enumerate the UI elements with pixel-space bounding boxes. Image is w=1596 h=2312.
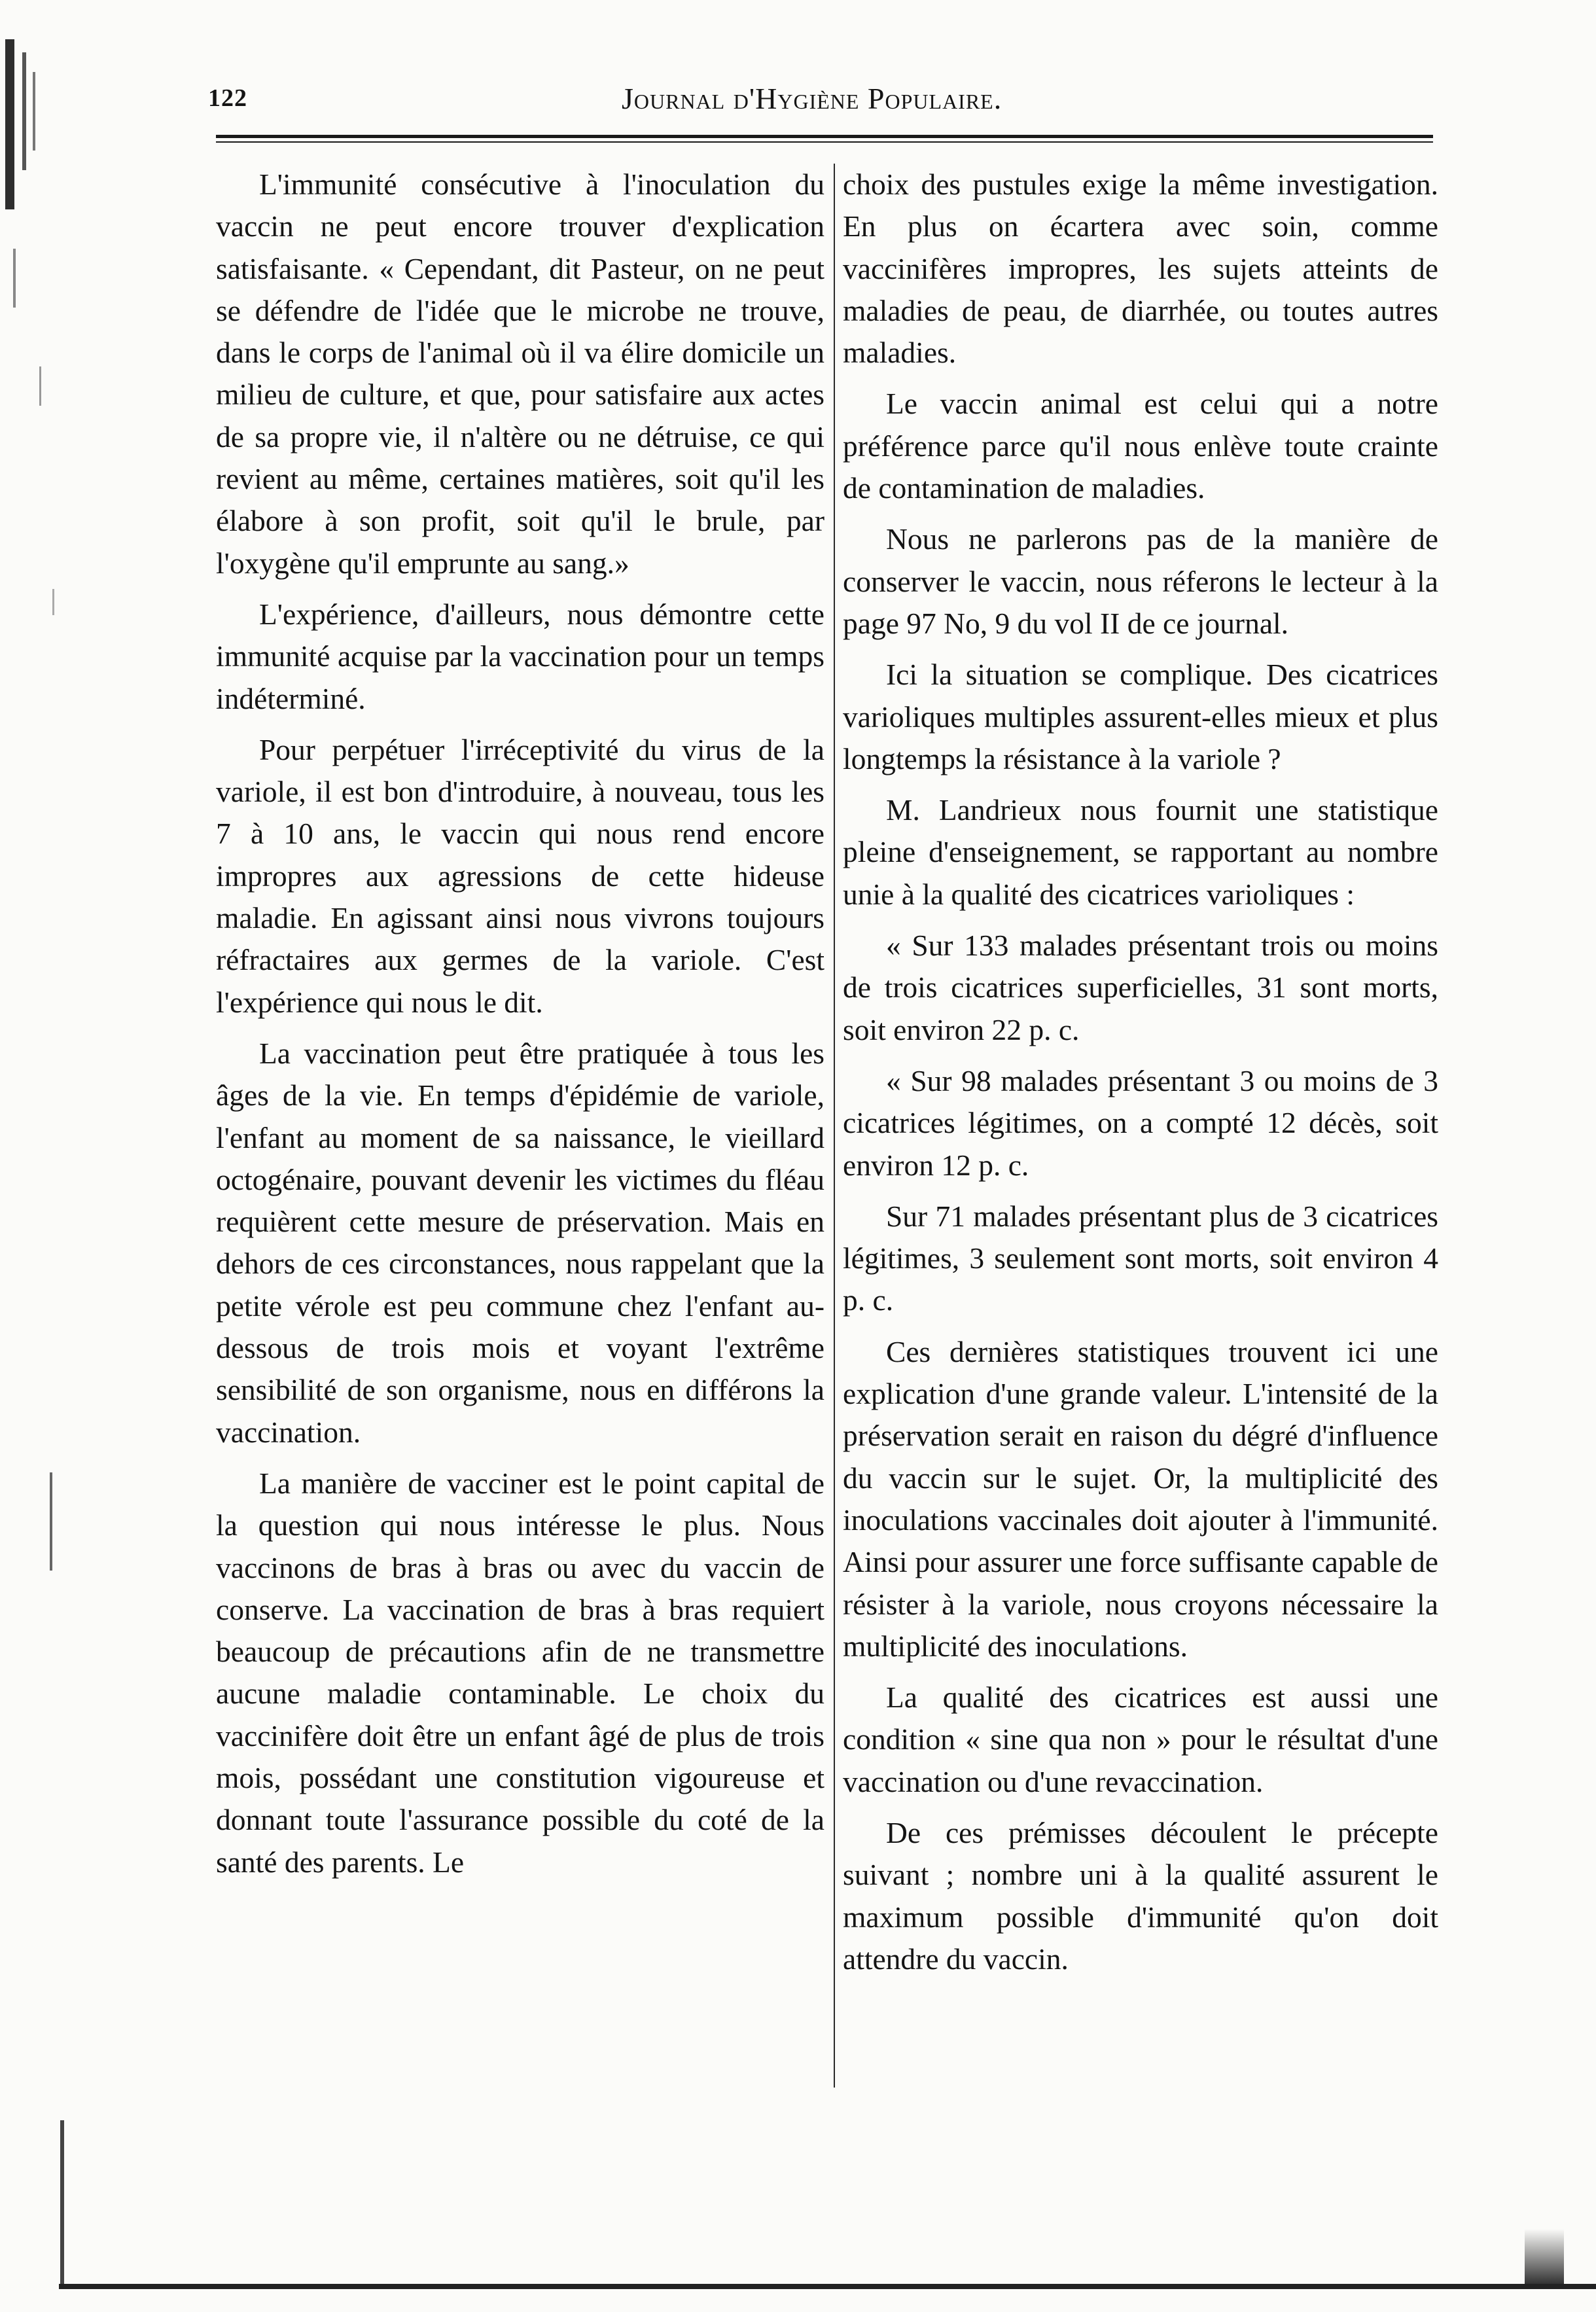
paragraph: La vaccination peut être pratiquée à tous les âges de la vie. En temps d'épidémie de variole, l'enfant au moment de sa naissance, le vieillard octogénaire, pouvant devenir les victimes du fléau requièrent cette mesure de préservation. Mais en dehors de ces circonstances, nous rappelant que la petite vérole est peu commune chez l'enfant au-dessous de trois mois et voyant l'extrême sensibilité de son organisme, nous en différons la vaccination. <box>216 1036 825 1449</box>
header-rule-thin <box>216 141 1433 143</box>
paragraph: L'expérience, d'ailleurs, nous démontre cette immunité acquise par la vaccination pour un temps indéterminé. <box>216 597 825 715</box>
paragraph: « Sur 98 malades présentant 3 ou moins de 3 cicatrices légitimes, on a compté 12 décès, soit environ 12 p. c. <box>843 1063 1438 1182</box>
paragraph: La manière de vacciner est le point capital de la question qui nous intéresse le plus. Nous vaccinons de bras à bras ou avec du vaccin de conserve. La vaccination de bras à bras requiert beaucoup de précautions afin de ne transmettre aucune maladie contaminable. Le choix du vaccinifère doit être un enfant âgé de plus de trois mois, possédant une constitution vigoureuse et donnant toute l'assurance possible du coté de la santé des parents. Le <box>216 1466 825 1879</box>
header-rule <box>216 135 1433 138</box>
paragraph: Le vaccin animal est celui qui a notre préférence parce qu'il nous enlève toute crainte de contamination de maladies. <box>843 387 1438 505</box>
paragraph: Pour perpétuer l'irréceptivité du virus de la variole, il est bon d'introduire, à nouveau, tous les 7 à 10 ans, le vaccin qui nous rend encore impropres aux agressions de cette hideuse maladie. En agissant ainsi nous vivrons toujours réfractaires aux germes de la variole. C'est l'expérience qui nous le dit. <box>216 732 825 1019</box>
left-column <box>216 164 825 1893</box>
paragraph: Sur 71 malades présentant plus de 3 cicatrices légitimes, 3 seulement sont morts, soit environ 4 p. c. <box>843 1199 1438 1317</box>
paragraph: L'immunité consécutive à l'inoculation du vaccin ne peut encore trouver d'explication satisfaisante. « Cependant, dit Pasteur, on ne peut se défendre de l'idée que le microbe ne trouve, dans le corps de l'animal où il va élire domicile un milieu de culture, et que, pour satisfaire aux actes de sa propre vie, il n'altère ou ne détruise, ce qui revient au même, certaines matières, soit qu'il les élabore à son profit, soit qu'il le brule, par l'oxygène qu'il emprunte au sang.» <box>216 168 825 580</box>
paragraph: M. Landrieux nous fournit une statistique pleine d'enseignement, se rapportant au nombre unie à la qualité des cicatrices varioliques : <box>843 793 1438 911</box>
paragraph: Ici la situation se complique. Des cicatrices varioliques multiples assurent-elles mieux et plus longtemps la résistance à la variole ? <box>843 658 1438 775</box>
paragraph: De ces prémisses découlent le précepte suivant ; nombre uni à la qualité assurent le maximum possible d'immunité qu'on doit attendre du vaccin. <box>843 1815 1438 1976</box>
paragraph: La qualité des cicatrices est aussi une condition « sine qua non » pour le résultat d'une vaccination ou d'une revaccination. <box>843 1681 1438 1798</box>
column-divider <box>834 164 835 2088</box>
paragraph-continued: choix des pustules exige la même investigation. En plus on écartera avec soin, comme vaccinifères impropres, les sujets atteints de maladies de peau, de diarrhée, ou toutes autres maladies. <box>843 168 1438 370</box>
scan-corner-shadow <box>1525 2192 1564 2284</box>
paragraph: « Sur 133 malades présentant trois ou moins de trois cicatrices superficielles, 31 sont morts, soit environ 22 p. c. <box>843 929 1438 1046</box>
right-column <box>843 164 1438 1989</box>
paragraph: Nous ne parlerons pas de la manière de conserver le vaccin, nous réferons le lecteur à la page 97 No, 9 du vol II de ce journal. <box>843 522 1438 640</box>
paragraph: Ces dernières statistiques trouvent ici une explication d'une grande valeur. L'intensité de la préservation serait en raison du dégré d'influence du vaccin sur le sujet. Or, la multiplicité des inoculations vaccinales doit ajouter à l'immunité. Ainsi pour assurer une force suffisante capable de résister à la variole, nous croyons nécessaire la multiplicité des inoculations. <box>843 1334 1438 1663</box>
page-number: 122 <box>208 84 247 112</box>
scan-margin-marks <box>0 0 79 2312</box>
running-title: Journal d'Hygiène Populaire. <box>622 82 1002 115</box>
scan-bottom-edge <box>59 2284 1596 2289</box>
